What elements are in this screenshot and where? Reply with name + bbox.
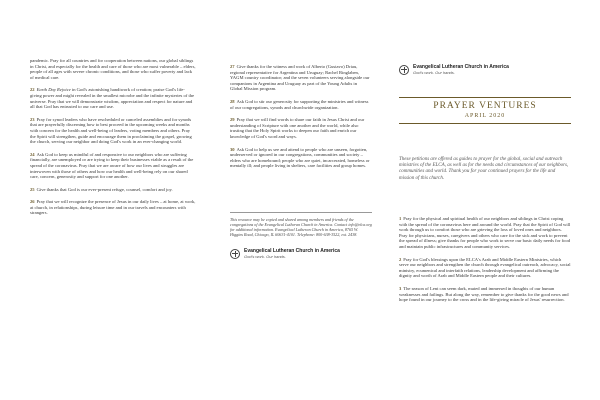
petition-number: 27 xyxy=(230,64,235,69)
org-tagline: God's work. Our hands. xyxy=(244,254,286,259)
petition-number: 23 xyxy=(30,116,35,122)
title-block xyxy=(399,97,571,124)
petition-heading: Earth Day Rejoice xyxy=(36,87,71,93)
petition-number: 25 xyxy=(30,186,35,192)
petition-1 xyxy=(399,216,571,250)
petition-2 xyxy=(399,257,571,279)
copy-notice xyxy=(230,212,372,237)
petition-text: in God's astonishing handiwork of creation; praise God's life-giving power and might revealed in the smallest microbe and the infinite mysteries of the universe. Pray that we will demonstrate wisdom, appreciation and respect for nature and all that God has entrusted to our care and use. xyxy=(30,87,195,110)
petition-text: Pray that we will recognize the presence of Jesus in our daily lives – at home, at work, at church, in relationships, during leisure time and in our travels and encounters with strangers. xyxy=(30,199,196,216)
notice-text: This resource may be copied and shared among members and friends of the congregations of the Evangelical Lutheran Church in America. Contact info@elca.org for additional information. Evangelical Lutheran Church in America, 8765 W. Higgins Road, Chicago, IL 60631-4101. Telephone: 800-638-3522, ext. 2438. xyxy=(230,216,372,237)
petition-23 xyxy=(30,117,196,145)
petition-number: 24 xyxy=(30,151,35,157)
petition-30 xyxy=(230,147,370,169)
elca-logo-top xyxy=(399,64,509,75)
page-title: PRAYER VENTURES xyxy=(433,101,537,111)
divider xyxy=(230,212,372,213)
petition-25 xyxy=(30,187,196,193)
divider xyxy=(399,97,571,98)
org-name: Evangelical Lutheran Church in America xyxy=(244,248,340,254)
petition-number: 3 xyxy=(399,285,402,291)
petition-text: Give thanks that God is our ever-present refuge, counsel, comfort and joy. xyxy=(36,186,173,192)
cross-seal-icon xyxy=(399,65,409,75)
petition-text: pandemic. Pray for all countries and for cooperation between nations, our global siblings in Christ, and especially for the health and care of those who are most vulnerable – elders, people of all ages with severe chronic conditions, and those who suffer poverty and lack of medical care. xyxy=(30,58,196,80)
petition-text: Ask God to stir our generosity for supporting the ministries and witness of our congregations, synods and churchwide organization. xyxy=(230,98,369,110)
petition-27 xyxy=(230,64,370,92)
petition-number: 29 xyxy=(230,117,235,123)
petition-text: Ask God to keep us mindful of and responsive to our neighbors who are suffering financially, are unemployed or are trying to keep their businesses viable as a result of the spread of the coronavirus. Pray that we are aware of how our lives and struggles are interwoven with those of others and how our health and well-being rely on our shared care, concern, generosity and support for one another. xyxy=(30,151,194,180)
petition-text: Pray for synod leaders who have rescheduled or canceled assemblies and for synods that are prayerfully discerning how to best proceed in the upcoming weeks and months with concern for the health and well-being of leaders, voting members and others. Pray the Spirit will strengthen, guide and encourage them in proclaiming the gospel, growing the church, serving our neighbor and doing God's work in an ever-changing world. xyxy=(30,116,192,145)
petition-number: 22 xyxy=(30,87,35,93)
petition-28 xyxy=(230,99,370,110)
petition-continued xyxy=(30,58,196,80)
petition-text: Pray that we will find words to share our faith in Jesus Christ and our understanding of Scripture with one another and the world, while also trusting that the Holy Spirit works to deepen our faith and enrich our knowledge of God's word and ways. xyxy=(230,117,365,139)
petition-number: 26 xyxy=(30,199,35,205)
column-left xyxy=(30,58,196,223)
cross-seal-icon xyxy=(230,249,240,259)
column-right xyxy=(399,216,571,310)
petition-text: Pray for the physical and spiritual health of our neighbors and siblings in Christ coping with the spread of the coronavirus here and around the world. Pray that the Spirit of God will work through us to comfort those who are grieving the loss of loved ones and neighbors. Pray for physicians, nurses, caregivers and others who care for the sick and work to prevent the spread of illness; give thanks for people who work to serve our basic daily needs for food and maintain public infrastructures and community services. xyxy=(399,216,571,249)
petition-text: The season of Lent can seem dark, muted and immersed in thoughts of our human weaknesses and failings. But along the way, remember to give thanks for the good news and hope found in our journey to the cross and in the life-giving miracle of Jesus' resurrection. xyxy=(399,285,569,303)
petition-24 xyxy=(30,152,196,180)
petition-number: 28 xyxy=(230,98,235,104)
petition-text: Pray for God's blessings upon the ELCA's Arab and Middle Eastern Ministries, which serve our neighbors and strengthen the church through evangelical outreach, advocacy, social ministry, ecumenical and interfaith relations, leadership development and affirming the dignity and worth of Arab and Middle Eastern people and their cultures. xyxy=(399,256,571,279)
intro-text: These petitions are offered as guides to prayer for the global, social and outreach ministries of the ELCA, as well as for the needs and circumstances of our neighbors, communities and world. Thank you for your continued prayers for the life and mission of this church. xyxy=(399,157,569,181)
petition-26 xyxy=(30,199,196,216)
org-tagline: God's work. Our hands. xyxy=(413,70,455,75)
petition-number: 1 xyxy=(399,216,402,221)
column-middle xyxy=(230,64,370,176)
divider xyxy=(399,123,571,124)
petition-text: Give thanks for the witness and work of Alberto (Gustavo) Driau, regional representative for Argentina and Uruguay; Rachel Ringlaben, YAGM country coordinator; and the seven volunteers serving alongside our companions in Argentina and Uruguay as part of the Young Adults in Global Mission program. xyxy=(230,64,370,92)
petition-number: 2 xyxy=(399,256,402,262)
petition-number: 30 xyxy=(230,146,235,152)
petition-29 xyxy=(230,117,370,139)
page-subtitle: APRIL 2020 xyxy=(464,113,506,119)
petition-3 xyxy=(399,286,571,303)
petition-22 xyxy=(30,87,196,109)
org-name: Evangelical Lutheran Church in America xyxy=(413,64,509,70)
elca-logo-bottom xyxy=(230,248,340,259)
petition-text: Ask God to help us see and attend to people who are unseen, forgotten, underserved or ignored in our congregations, communities and society – elders who are homebound; people who are quiet, incarcerated, homeless or mentally ill; and people living in shelters, care facilities and group homes. xyxy=(230,146,370,169)
